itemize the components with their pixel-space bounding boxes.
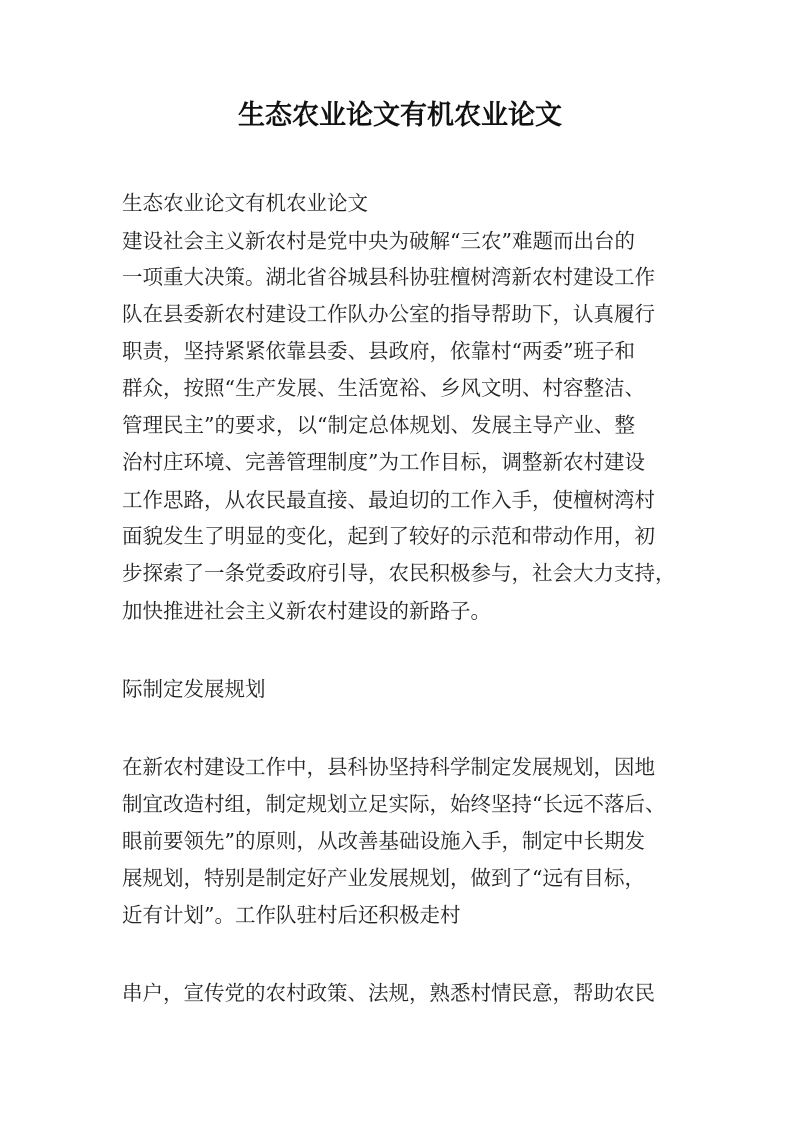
text-line: 制宜改造村组，制定规划立足实际，始终坚持“长远不落后、 — [122, 792, 666, 816]
text-line: 加快推进社会主义新农村建设的新路子。 — [122, 599, 491, 623]
text-line: 步探索了一条党委政府引导，农民积极参与，社会大力支持， — [122, 561, 676, 585]
section-heading: 际制定发展规划 — [122, 677, 266, 701]
text-line: 一项重大决策。湖北省谷城县科协驻檀树湾新农村建设工作 — [122, 265, 655, 289]
text-line: 近有计划”。工作队驻村后还积极走村 — [122, 903, 461, 927]
text-line: 生态农业论文有机农业论文 — [122, 191, 368, 215]
text-line: 管理民主”的要求，以“制定总体规划、发展主导产业、整 — [122, 413, 635, 437]
document-title: 生态农业论文有机农业论文 — [238, 100, 562, 131]
text-line: 面貌发生了明显的变化，起到了较好的示范和带动作用，初 — [122, 524, 655, 548]
text-line: 职责，坚持紧紧依靠县委、县政府，依靠村“两委”班子和 — [122, 339, 635, 363]
text-line: 建设社会主义新农村是党中央为破解“三农”难题而出台的 — [122, 229, 635, 253]
text-line: 工作思路，从农民最直接、最迫切的工作入手，使檀树湾村 — [122, 488, 655, 512]
text-line: 群众，按照“生产发展、生活宽裕、乡风文明、村容整洁、 — [122, 376, 645, 400]
text-line: 治村庄环境、完善管理制度”为工作目标，调整新农村建设 — [122, 450, 645, 474]
text-line: 眼前要领先”的原则，从改善基础设施入手，制定中长期发 — [122, 829, 645, 853]
text-line: 队在县委新农村建设工作队办公室的指导帮助下，认真履行 — [122, 302, 655, 326]
text-line: 展规划，特别是制定好产业发展规划，做到了“远有目标， — [122, 866, 645, 890]
text-line: 串户，宣传党的农村政策、法规，熟悉村情民意，帮助农民 — [122, 981, 655, 1005]
text-line: 在新农村建设工作中，县科协坚持科学制定发展规划，因地 — [122, 755, 655, 779]
